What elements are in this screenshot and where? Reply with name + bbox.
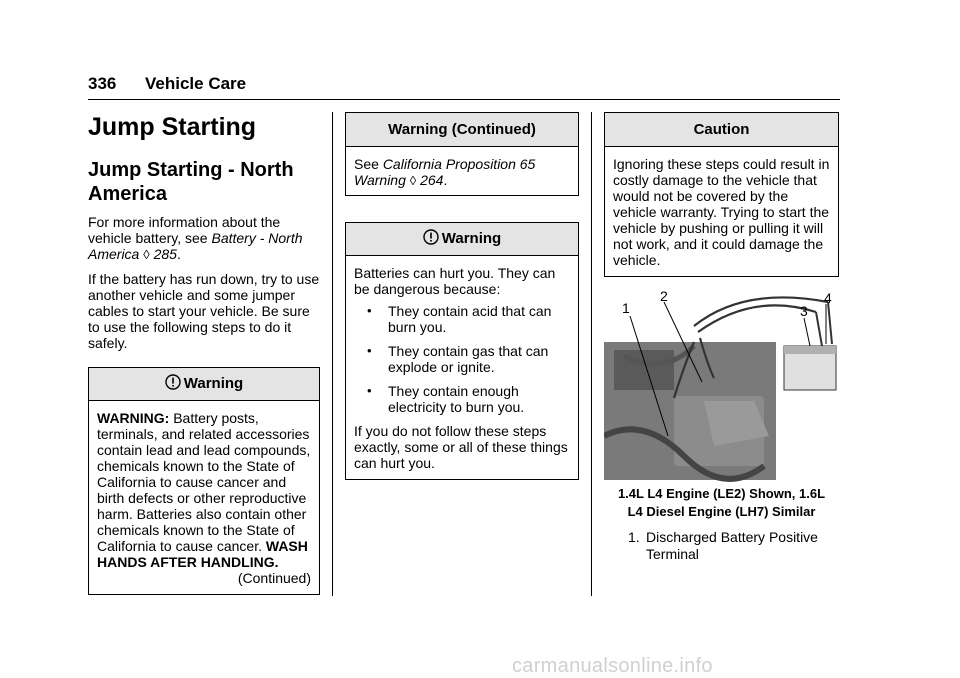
- warning-continued-box: [345, 112, 579, 196]
- bullet-list: [354, 303, 570, 415]
- caution-body: Ignoring these steps could result in costly damage to the vehicle that would not be covered by the vehicle warranty. Trying to start the vehicle by pushing or pulling it will not work, and it could damage the vehicle.: [613, 156, 830, 268]
- watermark: carmanualsonline.info: [512, 655, 713, 677]
- warning-continued-header: Warning (Continued): [346, 113, 578, 147]
- page-number: 336: [88, 74, 117, 93]
- column-divider: [332, 112, 333, 596]
- warning-continued-body: See California Proposition 65 Warning ◊ 264.: [354, 156, 536, 188]
- warning-box: [88, 367, 320, 595]
- section-title: Vehicle Care: [145, 74, 247, 93]
- warning-header: Warning: [89, 368, 319, 401]
- warning-triangle-icon: [423, 229, 439, 245]
- warning-header: Warning: [346, 223, 578, 256]
- caution-header: Caution: [605, 113, 838, 147]
- engine-figure: [604, 286, 840, 482]
- page-title: Jump Starting: [88, 113, 257, 141]
- continued-label: (Continued): [237, 570, 311, 586]
- xref-link[interactable]: California Proposition 65 Warning: [354, 156, 536, 188]
- xref-link[interactable]: Battery - North America: [88, 230, 303, 262]
- column-2: [345, 112, 579, 480]
- list-item: • They contain gas that can explode or ignite.: [388, 343, 570, 375]
- warning-body: WARNING: Battery posts, terminals, and related accessories contain lead and lead compounds, chemicals known to the State of California to cause cancer and birth defects or other reproductive harm. Batteries also contain other chemicals known to the State of California to cause cancer. WASH HANDS AFTER HANDLING. (Continued): [97, 410, 311, 586]
- column-3: [604, 112, 839, 277]
- subsection-title: Jump Starting - North America: [88, 159, 294, 205]
- body-paragraph: If the battery has run down, try to use another vehicle and some jumper cables to start your vehicle. Be sure to use the following steps to do it safely.: [88, 271, 320, 351]
- callout-2: 2: [660, 288, 668, 304]
- column-1: [88, 112, 320, 595]
- page-header: [88, 72, 840, 100]
- warning-body: [346, 256, 578, 479]
- warning-triangle-icon: [165, 374, 181, 390]
- page-ref-icon: ◊: [143, 247, 150, 262]
- callout-3: 3: [800, 303, 808, 319]
- warning-box: [345, 222, 579, 480]
- column-divider: [591, 112, 592, 596]
- intro-paragraph: For more information about the vehicle battery, see Battery - North America ◊ 285.: [88, 214, 303, 262]
- list-item: • They contain acid that can burn you.: [388, 303, 570, 335]
- callout-1: 1: [622, 300, 630, 316]
- xref-page[interactable]: 285: [153, 246, 177, 262]
- xref-page[interactable]: 264: [420, 172, 444, 188]
- figure-caption: 1.4L L4 Engine (LE2) Shown, 1.6L L4 Diesel Engine (LH7) Similar: [617, 486, 826, 519]
- numbered-list-item: 1. Discharged Battery Positive Terminal: [628, 529, 818, 562]
- warning-outro: If you do not follow these steps exactly, some or all of these things can hurt you.: [354, 423, 568, 471]
- page-ref-icon: ◊: [409, 173, 417, 188]
- warning-intro: Batteries can hurt you. They can be dangerous because:: [354, 265, 556, 297]
- caution-box: [604, 112, 839, 277]
- callout-4: 4: [824, 290, 832, 306]
- list-item: • They contain enough electricity to burn you.: [388, 383, 570, 415]
